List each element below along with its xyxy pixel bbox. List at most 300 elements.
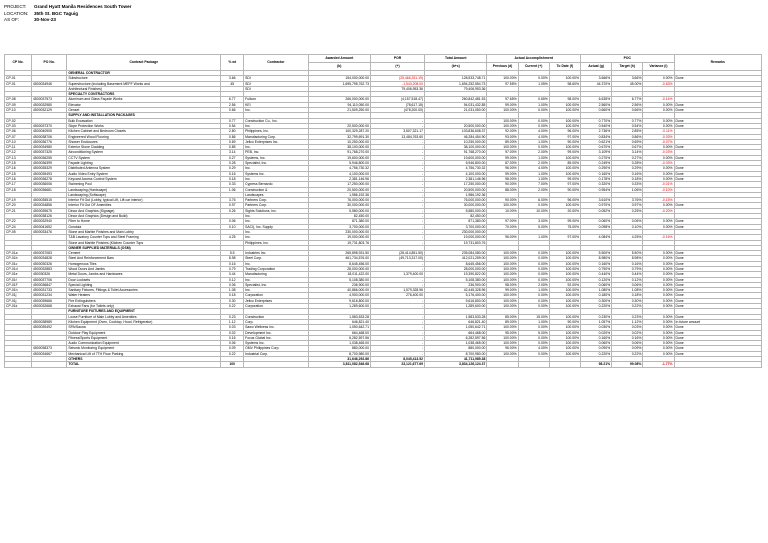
cell-actual: 0.180% bbox=[580, 293, 611, 298]
cell-contractor: Specialist, Inc. bbox=[244, 161, 308, 166]
cell-pct: 0.44 bbox=[221, 272, 244, 277]
cell-actual: 0.060% bbox=[580, 219, 611, 224]
cell-todate: 100.00% bbox=[549, 166, 580, 171]
cell-total: 2,381,146.96 bbox=[425, 176, 487, 181]
cell-curr: 2.00% bbox=[518, 150, 549, 155]
cell-todate: 99.00% bbox=[549, 150, 580, 155]
cell-total: 1,038,465.00 bbox=[425, 341, 487, 346]
cell-contract: SUPPLY AND INSTALLATION PACKAGES bbox=[67, 113, 221, 118]
cell-prev: 95.00% bbox=[487, 330, 518, 335]
cell-total: 5,108,380.00 bbox=[425, 277, 487, 282]
cell-contractor: SDI bbox=[244, 86, 308, 91]
cell-prev: 100.00% bbox=[487, 304, 518, 309]
cell-cp: CP-18 bbox=[5, 187, 32, 192]
cell-curr: 0.00% bbox=[518, 76, 549, 81]
cell-por: (78,617.15) bbox=[370, 102, 424, 107]
cell-actual: 1.080% bbox=[580, 288, 611, 293]
cell-target: 0.54% bbox=[612, 123, 643, 128]
cell-po: 4500036847 bbox=[32, 282, 67, 287]
cell-total: 880,000.00 bbox=[425, 346, 487, 351]
col-total-sub: (b+c) bbox=[425, 63, 487, 71]
cell-pct: 0.23 bbox=[221, 314, 244, 319]
cell-curr: 0.00% bbox=[518, 203, 549, 208]
cell-variance: 0.00% bbox=[643, 293, 674, 298]
cell-cp: CP-01F bbox=[5, 282, 32, 287]
cell-awarded: 31,646,292.86 bbox=[308, 357, 370, 362]
cell-variance: 0.00% bbox=[643, 277, 674, 282]
cell-cp: CP-22 bbox=[5, 219, 32, 224]
cell-actual: 0.160% bbox=[580, 261, 611, 266]
cell-actual: 0.160% bbox=[580, 335, 611, 340]
cell-total: 76,000,000.00 bbox=[425, 198, 487, 203]
cell-cp: CP-01f bbox=[5, 277, 32, 282]
cell-prev: 100.00% bbox=[487, 325, 518, 330]
cell-por: - bbox=[370, 314, 424, 319]
cell-awarded: 1,050,642.71 bbox=[308, 325, 370, 330]
cell-po: 4500036006 bbox=[32, 182, 67, 187]
cell-variance: 0.00% bbox=[643, 102, 674, 107]
cell-variance: 0.00% bbox=[643, 176, 674, 181]
cell-total: 5,176,400.00 bbox=[425, 293, 487, 298]
cell-curr: 1.00% bbox=[518, 319, 549, 324]
cell-contract: Stone and Marble Finishes (Kitchen Counter Tops bbox=[67, 240, 221, 245]
cell-awarded: 266,000,000.00 bbox=[308, 97, 370, 102]
cell-total: 3,700,000.00 bbox=[425, 224, 487, 229]
header-value: Grand Hyatt Manila Residences South Tower bbox=[34, 4, 132, 9]
cell-total: 103,836,608.37 bbox=[425, 129, 487, 134]
cell-cp: CP-03 bbox=[5, 123, 32, 128]
cell-awarded: 4,900,000.00 bbox=[308, 293, 370, 298]
cell-variance: 0.00% bbox=[643, 108, 674, 113]
cell-variance: 0.00% bbox=[643, 76, 674, 81]
cell-awarded: 32,799,691.30 bbox=[308, 134, 370, 139]
cell-contractor bbox=[244, 362, 308, 367]
cell-prev: 98.00% bbox=[487, 282, 518, 287]
cell-contract: Exhaust Fans (for Toilets only) bbox=[67, 304, 221, 309]
cell-por: - bbox=[370, 150, 424, 155]
cell-por: - bbox=[370, 192, 424, 197]
cell-po: 4500032129 bbox=[32, 108, 67, 113]
cell-po: 4500035493 bbox=[32, 171, 67, 176]
cell-po: 4500038126 bbox=[32, 214, 67, 219]
cell-awarded: 871,380.00 bbox=[308, 219, 370, 224]
cell-variance: 0.00% bbox=[643, 351, 674, 356]
cell-contractor: Corporation bbox=[244, 304, 308, 309]
cell-contractor: Systems Inc. bbox=[244, 171, 308, 176]
cell-target: 4.25% bbox=[612, 235, 643, 240]
cell-pct: 0.66 bbox=[221, 108, 244, 113]
cell-todate: 96.00% bbox=[549, 129, 580, 134]
cell-total: 1,986,192.36 bbox=[425, 192, 487, 197]
cell-por: - bbox=[370, 235, 424, 240]
cell-contract: Distributed Antenna System bbox=[67, 166, 221, 171]
cell-por: - bbox=[370, 325, 424, 330]
cell-awarded: 19,600,000.00 bbox=[308, 155, 370, 160]
cell-po: 4500037706 bbox=[32, 277, 67, 282]
cell-pct: 1.08 bbox=[221, 288, 244, 293]
cell-contractor: Manufacturing bbox=[244, 272, 308, 277]
cell-por: 1,379,400.00 bbox=[370, 272, 424, 277]
cell-awarded: 461,734,576.00 bbox=[308, 256, 370, 261]
cell-prev: 88.00% bbox=[487, 187, 518, 192]
cell-prev: 85.00% bbox=[487, 314, 518, 319]
cell-total: 20,500,000.00 bbox=[425, 123, 487, 128]
cell-awarded: 5,946,800.00 bbox=[308, 161, 370, 166]
cell-target: 3.14% bbox=[612, 150, 643, 155]
header-key: LOCATION: bbox=[4, 10, 29, 16]
cell-target: 3.76% bbox=[612, 198, 643, 203]
cell-contractor: Focus Global Inc. bbox=[244, 335, 308, 340]
cell-variance: -0.11% bbox=[643, 129, 674, 134]
cell-contractor: Industrial Corp. bbox=[244, 351, 308, 356]
cell-contractor: Inc. bbox=[244, 219, 308, 224]
cell-po: 4500032980 bbox=[32, 102, 67, 107]
cell-pct: 0.02 bbox=[221, 330, 244, 335]
cell-todate: 90.00% bbox=[549, 139, 580, 144]
cell-actual: 0.621% bbox=[580, 139, 611, 144]
cell-awarded: 664,468.00 bbox=[308, 330, 370, 335]
cell-contract: Engineered Wood Flooring bbox=[67, 134, 221, 139]
cell-curr: 0.00% bbox=[518, 341, 549, 346]
cell-awarded: 1,695,795,762.73 bbox=[308, 81, 370, 86]
cell-pct: 0.29 bbox=[221, 166, 244, 171]
cell-total: 8,645,456.00 bbox=[425, 261, 487, 266]
cell-pct: 0.30 bbox=[221, 298, 244, 303]
cell-total: 3,834,126,124.37 bbox=[425, 362, 487, 367]
cell-todate: 100.00% bbox=[549, 335, 580, 340]
cell-target: 0.25% bbox=[612, 208, 643, 213]
cell-contractor: SDI bbox=[244, 81, 308, 86]
cell-actual: 5.500% bbox=[580, 251, 611, 256]
cell-pct: 0.06 bbox=[221, 341, 244, 346]
cell-actual: 0.030% bbox=[580, 325, 611, 330]
cell-actual: 0.300% bbox=[580, 298, 611, 303]
cell-total: 4,100,000.00 bbox=[425, 171, 487, 176]
cell-pct: 1.06 bbox=[221, 187, 244, 192]
cell-por: - bbox=[370, 346, 424, 351]
cell-todate: 100.00% bbox=[549, 118, 580, 123]
cell-actual: 0.670% bbox=[580, 145, 611, 150]
cell-total: 21,031,050.00 bbox=[425, 108, 487, 113]
cell-variance: 0.00% bbox=[643, 118, 674, 123]
cell-remarks: Done bbox=[674, 176, 761, 181]
cell-remarks: Done bbox=[674, 341, 761, 346]
cell-contract: Interior Fit Out OF Amenities bbox=[67, 203, 221, 208]
cell-por: - bbox=[370, 229, 424, 234]
cell-contract: Sanitary Fixtures, Fittings & Toilet Accessories bbox=[67, 288, 221, 293]
cell-variance: 0.00% bbox=[643, 145, 674, 150]
cell-awarded: 20,500,000.00 bbox=[308, 187, 370, 192]
cell-variance: 0.00% bbox=[643, 166, 674, 171]
cell-pct: 0.06 bbox=[221, 219, 244, 224]
cell-contract: Superstructure (including Basement MEPF Works and bbox=[67, 81, 221, 86]
cell-contractor: Inc. bbox=[244, 261, 308, 266]
cell-actual: 98.21% bbox=[580, 362, 611, 367]
cell-contract: Mechanical Lift of 7TH Floor Parking bbox=[67, 351, 221, 356]
cell-actual: 2.736% bbox=[580, 129, 611, 134]
cell-variance: 0.00% bbox=[643, 304, 674, 309]
cell-remarks: Done bbox=[674, 304, 761, 309]
cell-awarded: 94,110,050.00 bbox=[308, 102, 370, 107]
cell-contract: SPA/Sauna bbox=[67, 325, 221, 330]
cell-todate: 99.00% bbox=[549, 219, 580, 224]
col-por: POR bbox=[370, 55, 424, 63]
cell-remarks: Done bbox=[674, 166, 761, 171]
cell-contractor: Jellco Enterprises Inc. bbox=[244, 139, 308, 144]
cell-target: 0.33% bbox=[612, 182, 643, 187]
cell-variance: 0.00% bbox=[643, 251, 674, 256]
cell-target: 0.28% bbox=[612, 161, 643, 166]
cell-actual: 0.970% bbox=[580, 203, 611, 208]
cell-total: 6,282,597.56 bbox=[425, 335, 487, 340]
col-poc: POC bbox=[580, 55, 674, 63]
cell-target: 0.16% bbox=[612, 335, 643, 340]
cell-variance: 0.00% bbox=[643, 330, 674, 335]
cell-todate: 100.00% bbox=[549, 277, 580, 282]
cell-target: 8.98% bbox=[612, 256, 643, 261]
cell-total: 94,031,432.85 bbox=[425, 102, 487, 107]
col-pct: % wt bbox=[221, 55, 244, 71]
cell-actual: 4.084% bbox=[580, 235, 611, 240]
cell-todate: 100.00% bbox=[549, 76, 580, 81]
cell-curr: 1.00% bbox=[518, 288, 549, 293]
cell-contract: Outdoor Play Equipment bbox=[67, 330, 221, 335]
cell-total: 91,768,270.00 bbox=[425, 150, 487, 155]
cell-pct: 0.79 bbox=[221, 266, 244, 271]
cell-awarded: 17,250,000.00 bbox=[308, 182, 370, 187]
col-target: Target (h) bbox=[612, 63, 643, 71]
cell-curr: 10.00% bbox=[518, 208, 549, 213]
cell-por: (4,157,518.47) bbox=[370, 97, 424, 102]
cell-curr: 1.00% bbox=[518, 235, 549, 240]
cell-actual: 0.290% bbox=[580, 166, 611, 171]
cell-contractor: Inc. bbox=[244, 123, 308, 128]
cell-todate: 100.00% bbox=[549, 203, 580, 208]
cell-contractor: Inc. bbox=[244, 176, 308, 181]
cell-target: 0.16% bbox=[612, 261, 643, 266]
cell-pct: 100 bbox=[221, 362, 244, 367]
cell-curr: 1.05% bbox=[518, 81, 549, 86]
cell-curr: 4.00% bbox=[518, 166, 549, 171]
cell-target: 0.86% bbox=[612, 134, 643, 139]
cell-target: 0.09% bbox=[612, 346, 643, 351]
cell-prev: 100.00% bbox=[487, 118, 518, 123]
progress-table bbox=[4, 54, 762, 368]
col-remarks: Remarks bbox=[674, 55, 761, 71]
cell-pct: 0.22 bbox=[221, 351, 244, 356]
cell-remarks: Done bbox=[674, 76, 761, 81]
cell-contractor: Inc. bbox=[244, 288, 308, 293]
cell-curr: 0.00% bbox=[518, 325, 549, 330]
cell-actual: 0.660% bbox=[580, 108, 611, 113]
cell-prev: 100.00% bbox=[487, 266, 518, 271]
cell-prev: 93.00% bbox=[487, 134, 518, 139]
cell-awarded: 19,000,000.00 bbox=[308, 235, 370, 240]
cell-todate: 97.00% bbox=[549, 182, 580, 187]
cell-contract: Fiber to Home bbox=[67, 219, 221, 224]
cell-po: 4500039492 bbox=[32, 325, 67, 330]
cell-contract: Landscaping (Hardscape) bbox=[67, 187, 221, 192]
cell-contract: OWNER SUPPLIED MATERIALS (OSM) bbox=[67, 245, 221, 250]
cell-actual: 0.060% bbox=[580, 341, 611, 346]
cell-pct: 0.22 bbox=[221, 304, 244, 309]
cell-por: (25,466,251.19) bbox=[370, 76, 424, 81]
cell-por: - bbox=[370, 139, 424, 144]
cell-remarks: Done bbox=[674, 203, 761, 208]
cell-todate: 100.00% bbox=[549, 351, 580, 356]
cell-total: 28,000,000.00 bbox=[425, 266, 487, 271]
cell-actual: 8.980% bbox=[580, 256, 611, 261]
header-key: PROJECT: bbox=[4, 4, 27, 9]
cell-cp: CP-05 bbox=[5, 229, 32, 234]
cell-prev: 100.00% bbox=[487, 108, 518, 113]
cell-contract: GENERAL CONTRACTOR bbox=[67, 71, 221, 76]
cell-prev: 92.00% bbox=[487, 129, 518, 134]
cell-contractor: Construction & bbox=[244, 187, 308, 192]
cell-po: 4500034980 bbox=[32, 145, 67, 150]
cell-awarded: 20,500,000.00 bbox=[308, 123, 370, 128]
cell-contractor: Inc. bbox=[244, 235, 308, 240]
cell-awarded: 1,583,533.28 bbox=[308, 314, 370, 319]
cell-pct: 0.28 bbox=[221, 161, 244, 166]
cell-variance: -0.10% bbox=[643, 187, 674, 192]
cell-cp: CP-10 bbox=[5, 139, 32, 144]
header-row bbox=[4, 11, 131, 18]
cell-por: - bbox=[370, 330, 424, 335]
cell-total: 79,406,953.36 bbox=[425, 86, 487, 91]
cell-total: 9,616,800.00 bbox=[425, 298, 487, 303]
cell-total: 19,000,000.00 bbox=[425, 235, 487, 240]
cell-por: - bbox=[370, 240, 424, 245]
cell-variance: 0.00% bbox=[643, 298, 674, 303]
cell-cp: CP-01e bbox=[5, 272, 32, 277]
cell-curr: 0.00% bbox=[518, 335, 549, 340]
cell-todate: 100.00% bbox=[549, 272, 580, 277]
cell-variance: 0.00% bbox=[643, 314, 674, 319]
cell-variance: 0.00% bbox=[643, 282, 674, 287]
cell-target: 1.08% bbox=[612, 288, 643, 293]
cell-prev: 98.00% bbox=[487, 176, 518, 181]
cell-cp: CP-19 bbox=[5, 198, 32, 203]
cell-awarded: 9,616,800.00 bbox=[308, 298, 370, 303]
cell-po: 4500037325 bbox=[32, 150, 67, 155]
cell-curr bbox=[518, 362, 549, 367]
cell-cp: CP-01j bbox=[5, 298, 32, 303]
cell-prev: 90.00% bbox=[487, 182, 518, 187]
cell-por: - bbox=[370, 219, 424, 224]
cell-curr: 0.00% bbox=[518, 118, 549, 123]
cell-contractor: Inc. bbox=[244, 277, 308, 282]
cell-variance: 0.00% bbox=[643, 224, 674, 229]
cell-pct: 45 bbox=[221, 81, 244, 86]
cell-contract: Décor And Graphics (Signage) bbox=[67, 208, 221, 213]
cell-awarded: 5,108,380.00 bbox=[308, 277, 370, 282]
cell-remarks: Done bbox=[674, 251, 761, 256]
cell-actual: 1.057% bbox=[580, 319, 611, 324]
cell-por: - bbox=[370, 198, 424, 203]
cell-remarks: Done bbox=[674, 288, 761, 293]
cell-contractor: Sights Solutions, Inc. bbox=[244, 208, 308, 213]
cell-remarks: Done bbox=[674, 219, 761, 224]
cell-prev: 89.00% bbox=[487, 319, 518, 324]
cell-contract: Fire Extinguishers bbox=[67, 298, 221, 303]
cell-variance: -0.16% bbox=[643, 235, 674, 240]
cell-pct: 0.85 bbox=[221, 145, 244, 150]
cell-po: 4500032940 bbox=[32, 219, 67, 224]
cell-todate: 99.00% bbox=[549, 176, 580, 181]
total-row bbox=[5, 362, 762, 367]
cell-todate: 100.00% bbox=[549, 266, 580, 271]
cell-remarks: Done bbox=[674, 145, 761, 150]
cell-remarks: In future amount bbox=[674, 319, 761, 324]
cell-pct: 0.03 bbox=[221, 325, 244, 330]
cell-remarks: Done bbox=[674, 351, 761, 356]
cell-contract: Façade Lighting bbox=[67, 161, 221, 166]
cell-awarded: 880,000.00 bbox=[308, 346, 370, 351]
cell-variance: -0.01% bbox=[643, 182, 674, 187]
cell-po: 4500034856 bbox=[32, 203, 67, 208]
cell-remarks: Done bbox=[674, 256, 761, 261]
cell-total: 41,711,985.38 bbox=[425, 357, 487, 362]
cell-curr: 1.00% bbox=[518, 155, 549, 160]
cell-contract: Fitness/Sports Equipment bbox=[67, 335, 221, 340]
cell-contractor: Fullcon bbox=[244, 97, 308, 102]
cell-por: - bbox=[370, 261, 424, 266]
cell-cp: CP-01 bbox=[5, 81, 32, 86]
cell-pct: 0.16 bbox=[221, 261, 244, 266]
cell-curr: 0.00% bbox=[518, 256, 549, 261]
cell-prev bbox=[487, 362, 518, 367]
cell-contractor: OMV Philippines Corp. bbox=[244, 346, 308, 351]
cell-target: 0.22% bbox=[612, 304, 643, 309]
cell-prev: 99.00% bbox=[487, 102, 518, 107]
cell-contractor: Partners Corp. bbox=[244, 203, 308, 208]
cell-variance: 0.00% bbox=[643, 123, 674, 128]
cell-actual: 0.320% bbox=[580, 182, 611, 187]
header-row bbox=[4, 17, 131, 24]
cell-remarks: Done bbox=[674, 277, 761, 282]
cell-target: 0.67% bbox=[612, 145, 643, 150]
cell-por: - bbox=[370, 155, 424, 160]
cell-contract: Cement bbox=[67, 251, 221, 256]
cell-contractor: Inc. bbox=[244, 214, 308, 219]
cell-todate: 100.00% bbox=[549, 102, 580, 107]
cell-cp: CP-15 bbox=[5, 171, 32, 176]
cell-prev: 100.00% bbox=[487, 123, 518, 128]
cell-contract: Interior Fit Out (Lobby, typical Lift, Lift car interior) bbox=[67, 198, 221, 203]
cell-por: (478,200.00) bbox=[370, 108, 424, 113]
cell-remarks: Done bbox=[674, 118, 761, 123]
cell-todate: 97.00% bbox=[549, 235, 580, 240]
cell-po: 4500032883 bbox=[32, 266, 67, 271]
cell-total: 5,946,800.00 bbox=[425, 161, 487, 166]
cell-total: 38,100,000.00 bbox=[425, 145, 487, 150]
cell-por: - bbox=[370, 335, 424, 340]
cell-po: 4500037573 bbox=[32, 97, 67, 102]
cell-variance: 0.00% bbox=[643, 346, 674, 351]
col-cp: CP No. bbox=[5, 55, 32, 71]
cell-target: 0.18% bbox=[612, 293, 643, 298]
cell-variance: 0.00% bbox=[643, 341, 674, 346]
cell-pct: 0.16 bbox=[221, 335, 244, 340]
cell-po: 4500031234 bbox=[32, 293, 67, 298]
cell-curr: 1.00% bbox=[518, 102, 549, 107]
cell-total: 1,050,642.71 bbox=[425, 325, 487, 330]
cell-por: - bbox=[370, 208, 424, 213]
cell-po: 4500035329 bbox=[32, 166, 67, 171]
cell-contract: CCTV System bbox=[67, 155, 221, 160]
cell-curr: 2.00% bbox=[518, 282, 549, 287]
